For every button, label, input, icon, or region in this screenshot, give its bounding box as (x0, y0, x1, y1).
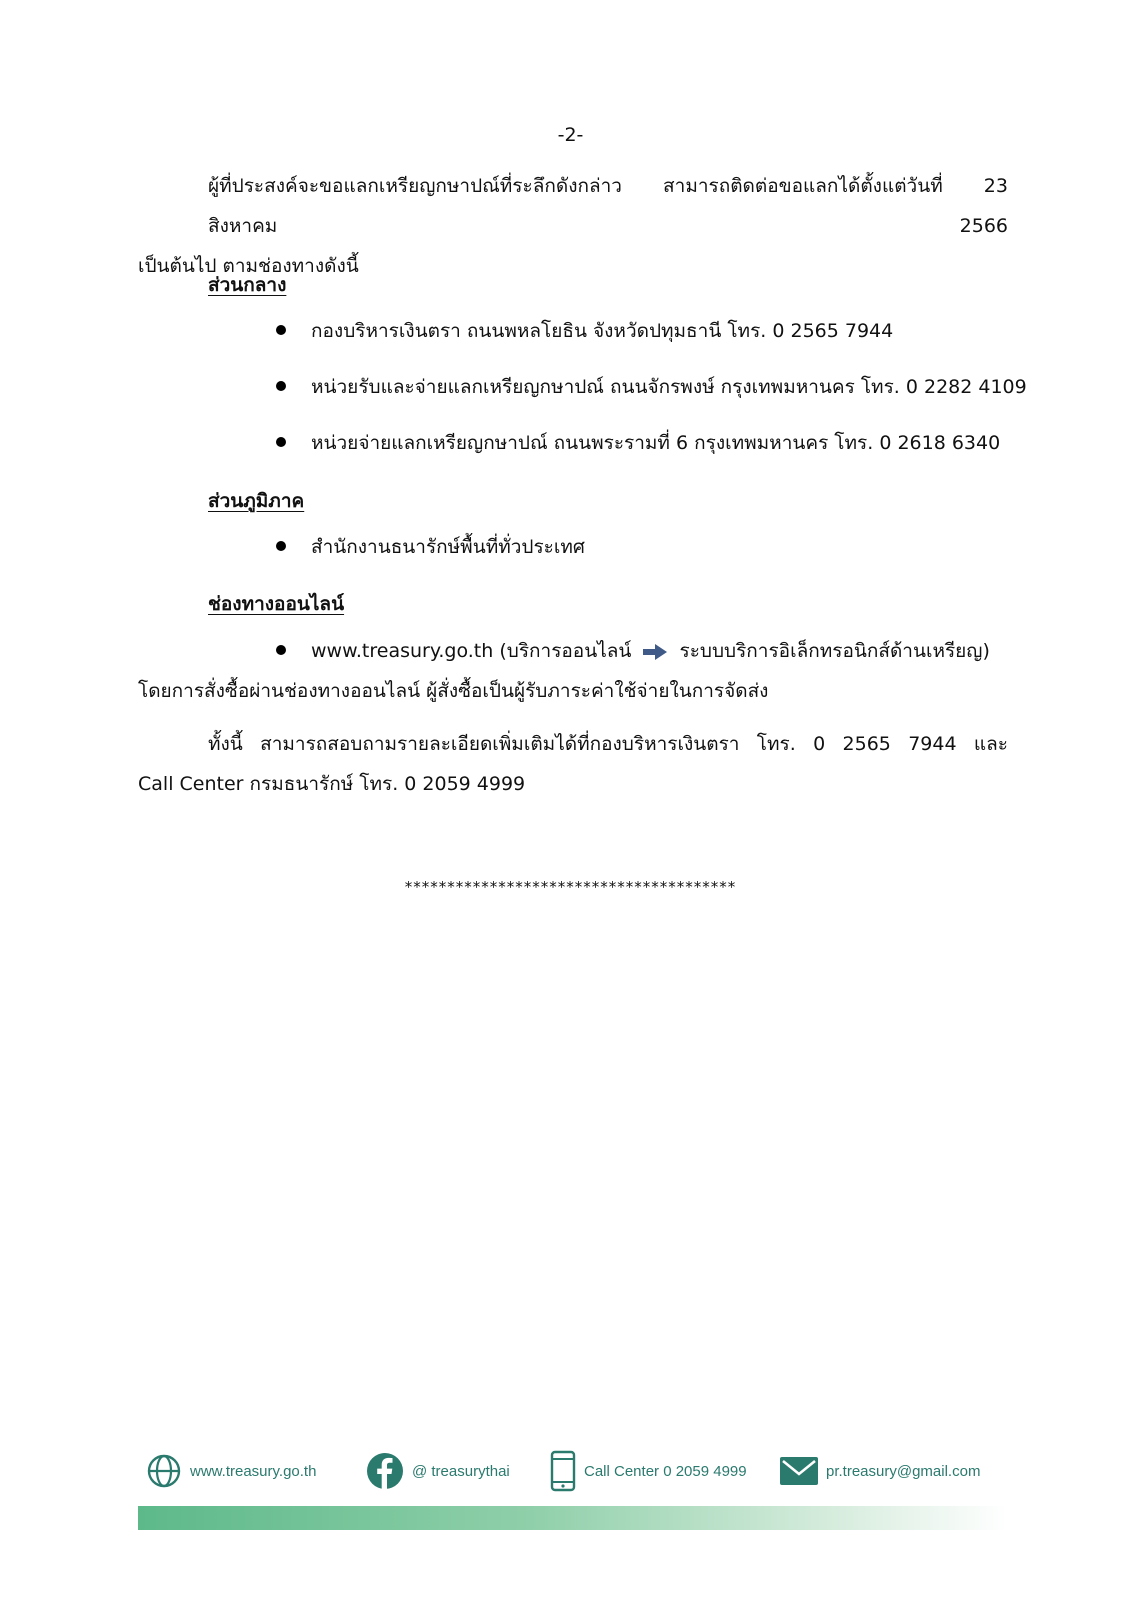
central-heading: ส่วนกลาง (208, 274, 287, 296)
list-item (276, 311, 893, 351)
footer (138, 1448, 1008, 1494)
online-item-text (276, 631, 990, 671)
footer-gradient-bar (138, 1506, 1008, 1530)
footer-website[interactable] (146, 1448, 316, 1494)
footer-call-center-text: Call Center 0 2059 4999 (584, 1462, 747, 1480)
closing-paragraph (138, 724, 1008, 804)
closing-line-1: ทั้งนี้ สามารถสอบถามรายละเอียดเพิ่มเติมได้ที่กองบริหารเงินตรา โทร. 0 2565 7944 และ (208, 733, 1008, 755)
page-number: -2- (557, 124, 584, 146)
bullet-icon (276, 381, 286, 391)
footer-email[interactable] (780, 1448, 980, 1494)
globe-icon (146, 1453, 182, 1489)
intro-line-2: เป็นต้นไป ตามช่องทางดังนี้ (138, 255, 359, 277)
online-continuation: โดยการสั่งซื้อผ่านช่องทางออนไลน์ ผู้สั่งซื้อเป็นผู้รับภาระค่าใช้จ่ายในการจัดส่ง (138, 680, 769, 702)
list-item-text: หน่วยจ่ายแลกเหรียญกษาปณ์ ถนนพระรามที่ 6 กรุงเทพมหานคร โทร. 0 2618 6340 (311, 432, 1001, 454)
separator: *************************************** (404, 878, 737, 896)
bullet-icon (276, 645, 286, 655)
bullet-icon (276, 325, 286, 335)
online-heading: ช่องทางออนไลน์ (208, 593, 345, 615)
list-item (276, 527, 585, 567)
footer-facebook[interactable] (366, 1448, 510, 1494)
closing-line-2: Call Center กรมธนารักษ์ โทร. 0 2059 4999 (138, 773, 526, 795)
intro-paragraph (138, 166, 1008, 286)
list-item (276, 631, 990, 671)
list-item (276, 367, 1027, 407)
list-item (276, 423, 1000, 463)
footer-facebook-text: @ treasurythai (412, 1462, 510, 1480)
list-item-text: หน่วยรับและจ่ายแลกเหรียญกษาปณ์ ถนนจักรพงษ์ กรุงเทพมหานคร โทร. 0 2282 4109 (311, 376, 1027, 398)
footer-call-center[interactable] (550, 1448, 747, 1494)
intro-line-1: ผู้ที่ประสงค์จะขอแลกเหรียญกษาปณ์ที่ระลึกดังกล่าว สามารถติดต่อขอแลกได้ตั้งแต่วันที่ 23 สิงหาคม 2566 (208, 175, 1008, 237)
list-item-text: กองบริหารเงินตรา ถนนพหลโยธิน จังหวัดปทุมธานี โทร. 0 2565 7944 (311, 320, 894, 342)
footer-website-text: www.treasury.go.th (190, 1462, 317, 1480)
mail-icon (780, 1457, 818, 1485)
online-item-system-text: ระบบบริการอิเล็กทรอนิกส์ด้านเหรียญ) (679, 640, 990, 662)
bullet-icon (276, 541, 286, 551)
list-item-text: สำนักงานธนารักษ์พื้นที่ทั่วประเทศ (311, 536, 585, 558)
phone-icon (550, 1450, 576, 1492)
arrow-right-icon (643, 644, 667, 660)
footer-email-text: pr.treasury@gmail.com (826, 1462, 981, 1480)
regional-heading: ส่วนภูมิภาค (208, 490, 305, 512)
bullet-icon (276, 437, 286, 447)
facebook-icon (366, 1452, 404, 1490)
online-item-link-text[interactable]: www.treasury.go.th (บริการออนไลน์ (311, 640, 632, 662)
